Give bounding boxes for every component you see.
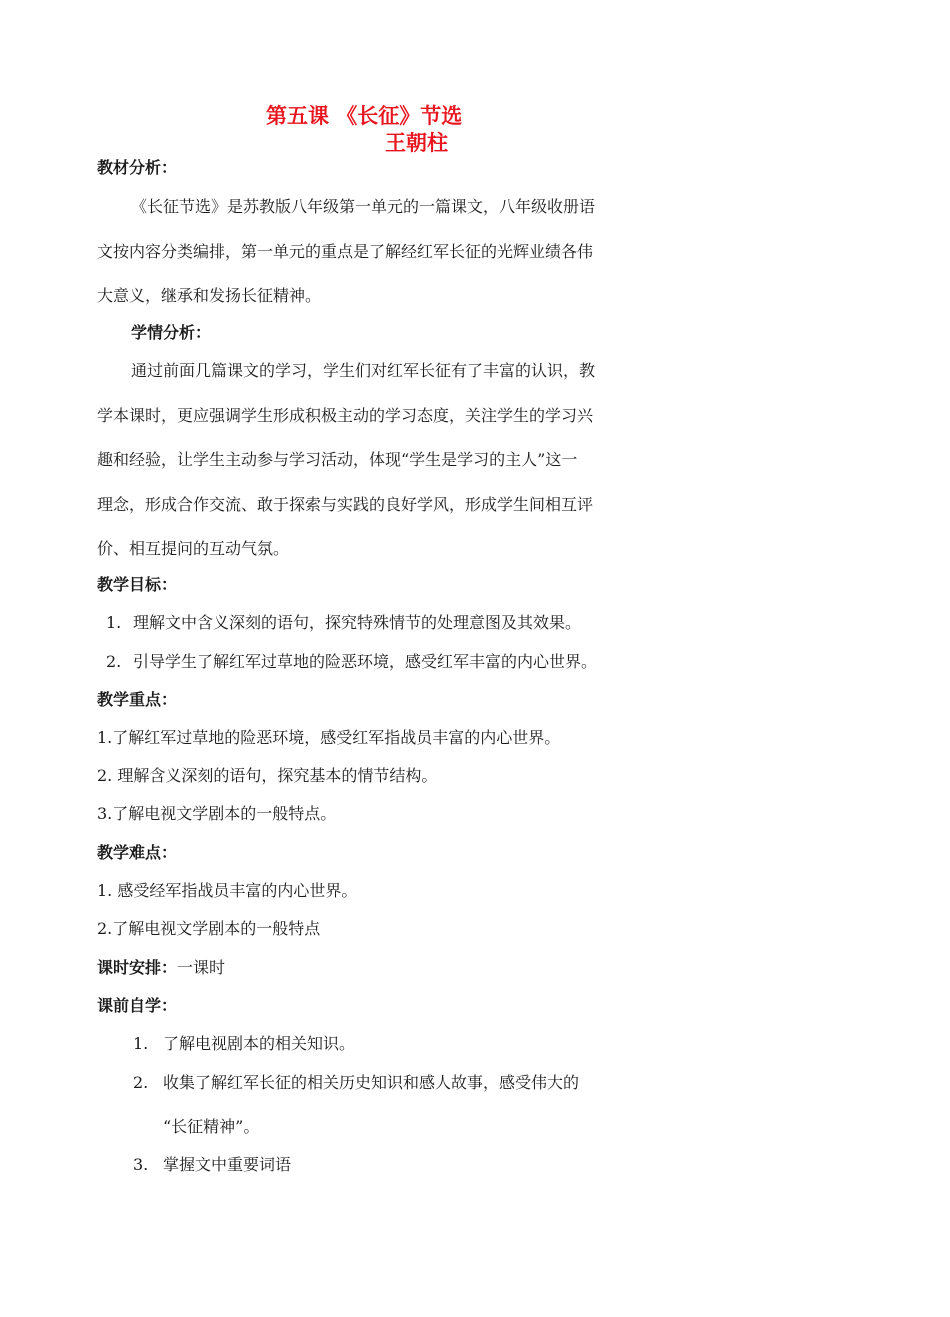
author-name: 王朝柱	[385, 131, 448, 155]
goals-heading: 教学目标：	[97, 575, 178, 594]
difficulty-item: 1. 感受经军指战员丰富的内心世界。	[97, 881, 358, 900]
list-item-text: 理解文中含义深刻的语句，探究特殊情节的处理意图及其效果。	[133, 613, 582, 632]
self-study-item-3	[133, 1155, 291, 1175]
paragraph-line: 通过前面几篇课文的学习，学生们对红军长征有了丰富的认识，教	[131, 361, 596, 380]
key-point-item: 1.了解红军过草地的险恶环境，感受红军指战员丰富的内心世界。	[97, 728, 561, 747]
list-item-text: 收集了解红军长征的相关历史知识和感人故事，感受伟大的	[163, 1073, 580, 1092]
difficulty-item: 2.了解电视文学剧本的一般特点	[97, 919, 321, 938]
list-number: 2.	[106, 652, 122, 671]
paragraph-line: 大意义，继承和发扬长征精神。	[97, 286, 322, 305]
goal-item-1	[106, 613, 581, 633]
paragraph-line: 《长征节选》是苏教版八年级第一单元的一篇课文，八年级收册语	[131, 197, 596, 216]
textbook-analysis-heading: 教材分析：	[97, 158, 178, 177]
list-item-text: 掌握文中重要词语	[163, 1155, 292, 1174]
schedule-line	[97, 958, 225, 978]
schedule-value: 一课时	[177, 958, 226, 977]
paragraph-line: 学本课时，更应强调学生形成积极主动的学习态度，关注学生的学习兴	[97, 406, 594, 425]
difficulties-heading: 教学难点：	[97, 843, 178, 862]
goal-item-2	[106, 652, 597, 672]
schedule-heading: 课时安排：	[97, 958, 178, 977]
key-point-item: 3.了解电视文学剧本的一般特点。	[97, 804, 337, 823]
page-title: 第五课 《长征》节选	[266, 104, 463, 128]
self-study-heading: 课前自学：	[97, 996, 178, 1015]
self-study-item-1	[133, 1034, 355, 1054]
student-analysis-heading: 学情分析：	[131, 323, 212, 342]
paragraph-line: 文按内容分类编排，第一单元的重点是了解经红军长征的光辉业绩各伟	[97, 242, 594, 261]
list-item-text: 引导学生了解红军过草地的险恶环境，感受红军丰富的内心世界。	[133, 652, 598, 671]
list-number: 3.	[133, 1155, 149, 1174]
key-point-item: 2. 理解含义深刻的语句，探究基本的情节结构。	[97, 766, 438, 785]
self-study-item-2-continued: “长征精神”。	[163, 1117, 260, 1136]
paragraph-line: 理念，形成合作交流、敢于探索与实践的良好学风，形成学生间相互评	[97, 495, 594, 514]
paragraph-line: 价、相互提问的互动气氛。	[97, 539, 290, 558]
self-study-item-2	[133, 1073, 579, 1093]
paragraph-line: 趣和经验，让学生主动参与学习活动，体现“学生是学习的主人”这一	[97, 450, 578, 469]
list-number: 1.	[106, 613, 122, 632]
list-item-text: 了解电视剧本的相关知识。	[163, 1034, 356, 1053]
key-points-heading: 教学重点：	[97, 690, 178, 709]
list-number: 1.	[133, 1034, 149, 1053]
list-number: 2.	[133, 1073, 149, 1092]
